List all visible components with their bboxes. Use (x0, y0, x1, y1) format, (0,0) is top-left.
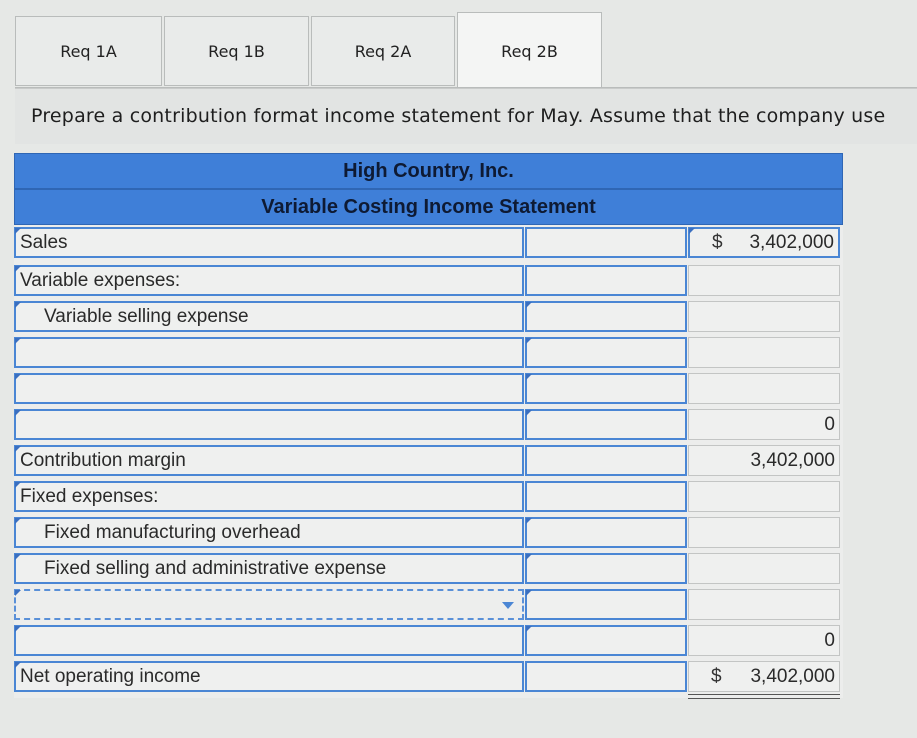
dropdown-marker-icon (526, 338, 532, 344)
chevron-down-icon[interactable] (502, 602, 514, 609)
amount-input[interactable] (525, 373, 687, 404)
row-sales (14, 225, 843, 260)
tab-req-1a[interactable] (15, 16, 162, 86)
amount-input[interactable] (525, 227, 687, 258)
amount-input[interactable] (525, 409, 687, 440)
currency-symbol: $ (712, 231, 723, 253)
total-cell: 0 (688, 409, 840, 440)
amount-input[interactable] (525, 301, 687, 332)
total-cell (688, 553, 840, 584)
total-cell (688, 373, 840, 404)
label-input[interactable]: Sales (14, 227, 524, 258)
amount-input[interactable] (525, 661, 687, 692)
instruction-text: Prepare a contribution format income statement for May. Assume that the company use (31, 105, 886, 127)
total-cell (688, 589, 840, 620)
dropdown-marker-icon (15, 554, 21, 560)
total-cell: 0 (688, 625, 840, 656)
amount-input[interactable] (525, 517, 687, 548)
row-variable-selling-expense (14, 299, 843, 334)
dropdown-marker-icon (15, 626, 21, 632)
row-blank-fixed-1 (14, 587, 843, 622)
row-contribution-margin (14, 443, 843, 478)
instruction-bar (15, 88, 917, 144)
dropdown-marker-icon (689, 228, 695, 234)
tab-label: Req 2B (501, 41, 558, 61)
amount-input[interactable] (525, 553, 687, 584)
dropdown-marker-icon (15, 302, 21, 308)
dropdown-marker-icon (15, 228, 21, 234)
tab-label: Req 1B (208, 41, 265, 61)
dropdown-marker-icon (526, 302, 532, 308)
label-input[interactable]: Net operating income (14, 661, 524, 692)
row-blank-variable-1 (14, 335, 843, 370)
income-statement (14, 153, 843, 698)
label-input[interactable]: Variable selling expense (14, 301, 524, 332)
total-input[interactable]: $ 3,402,000 (688, 227, 840, 258)
dropdown-marker-icon (526, 518, 532, 524)
amount-input[interactable] (525, 265, 687, 296)
row-fixed-manufacturing-overhead (14, 515, 843, 550)
label-input[interactable]: Variable expenses: (14, 265, 524, 296)
amount-input[interactable] (525, 337, 687, 368)
dropdown-marker-icon (15, 482, 21, 488)
row-total-variable-expenses (14, 407, 843, 442)
label-input[interactable] (14, 337, 524, 368)
total-cell (688, 517, 840, 548)
label-input[interactable]: Contribution margin (14, 445, 524, 476)
total-cell (688, 337, 840, 368)
label-input[interactable] (14, 625, 524, 656)
amount-input[interactable] (525, 481, 687, 512)
row-net-operating-income (14, 659, 843, 694)
amount-input[interactable] (525, 445, 687, 476)
dropdown-marker-icon (15, 338, 21, 344)
dropdown-marker-icon (15, 410, 21, 416)
double-underline (688, 694, 840, 699)
requirement-tabs (15, 12, 917, 88)
total-cell (688, 301, 840, 332)
label-dropdown[interactable] (14, 589, 524, 620)
label-input[interactable]: Fixed expenses: (14, 481, 524, 512)
amount-input[interactable] (525, 589, 687, 620)
total-cell (688, 265, 840, 296)
label-input[interactable] (14, 409, 524, 440)
total-cell: 3,402,000 (688, 445, 840, 476)
amount-input[interactable] (525, 625, 687, 656)
tab-label: Req 2A (354, 41, 412, 61)
tab-req-1b[interactable] (164, 16, 309, 86)
tab-req-2b[interactable] (457, 12, 602, 89)
dropdown-marker-icon (15, 518, 21, 524)
label-input[interactable]: Fixed selling and administrative expense (14, 553, 524, 584)
dropdown-marker-icon (526, 554, 532, 560)
total-cell (688, 481, 840, 512)
dropdown-marker-icon (526, 374, 532, 380)
tab-req-2a[interactable] (311, 16, 455, 86)
label-input[interactable]: Fixed manufacturing overhead (14, 517, 524, 548)
row-blank-variable-2 (14, 371, 843, 406)
dropdown-marker-icon (15, 662, 21, 668)
dropdown-marker-icon (15, 266, 21, 272)
row-total-fixed-expenses (14, 623, 843, 658)
company-name: High Country, Inc. (14, 153, 843, 189)
total-cell: $ 3,402,000 (688, 661, 840, 692)
row-variable-expenses (14, 263, 843, 298)
dropdown-marker-icon (526, 410, 532, 416)
dropdown-marker-icon (526, 626, 532, 632)
dropdown-marker-icon (15, 446, 21, 452)
currency-symbol: $ (711, 665, 722, 687)
statement-title: Variable Costing Income Statement (14, 189, 843, 225)
label-input[interactable] (14, 373, 524, 404)
row-fixed-expenses (14, 479, 843, 514)
dropdown-marker-icon (15, 590, 21, 596)
tab-label: Req 1A (60, 41, 117, 61)
row-fixed-selling-admin-expense (14, 551, 843, 586)
dropdown-marker-icon (15, 374, 21, 380)
dropdown-marker-icon (526, 590, 532, 596)
